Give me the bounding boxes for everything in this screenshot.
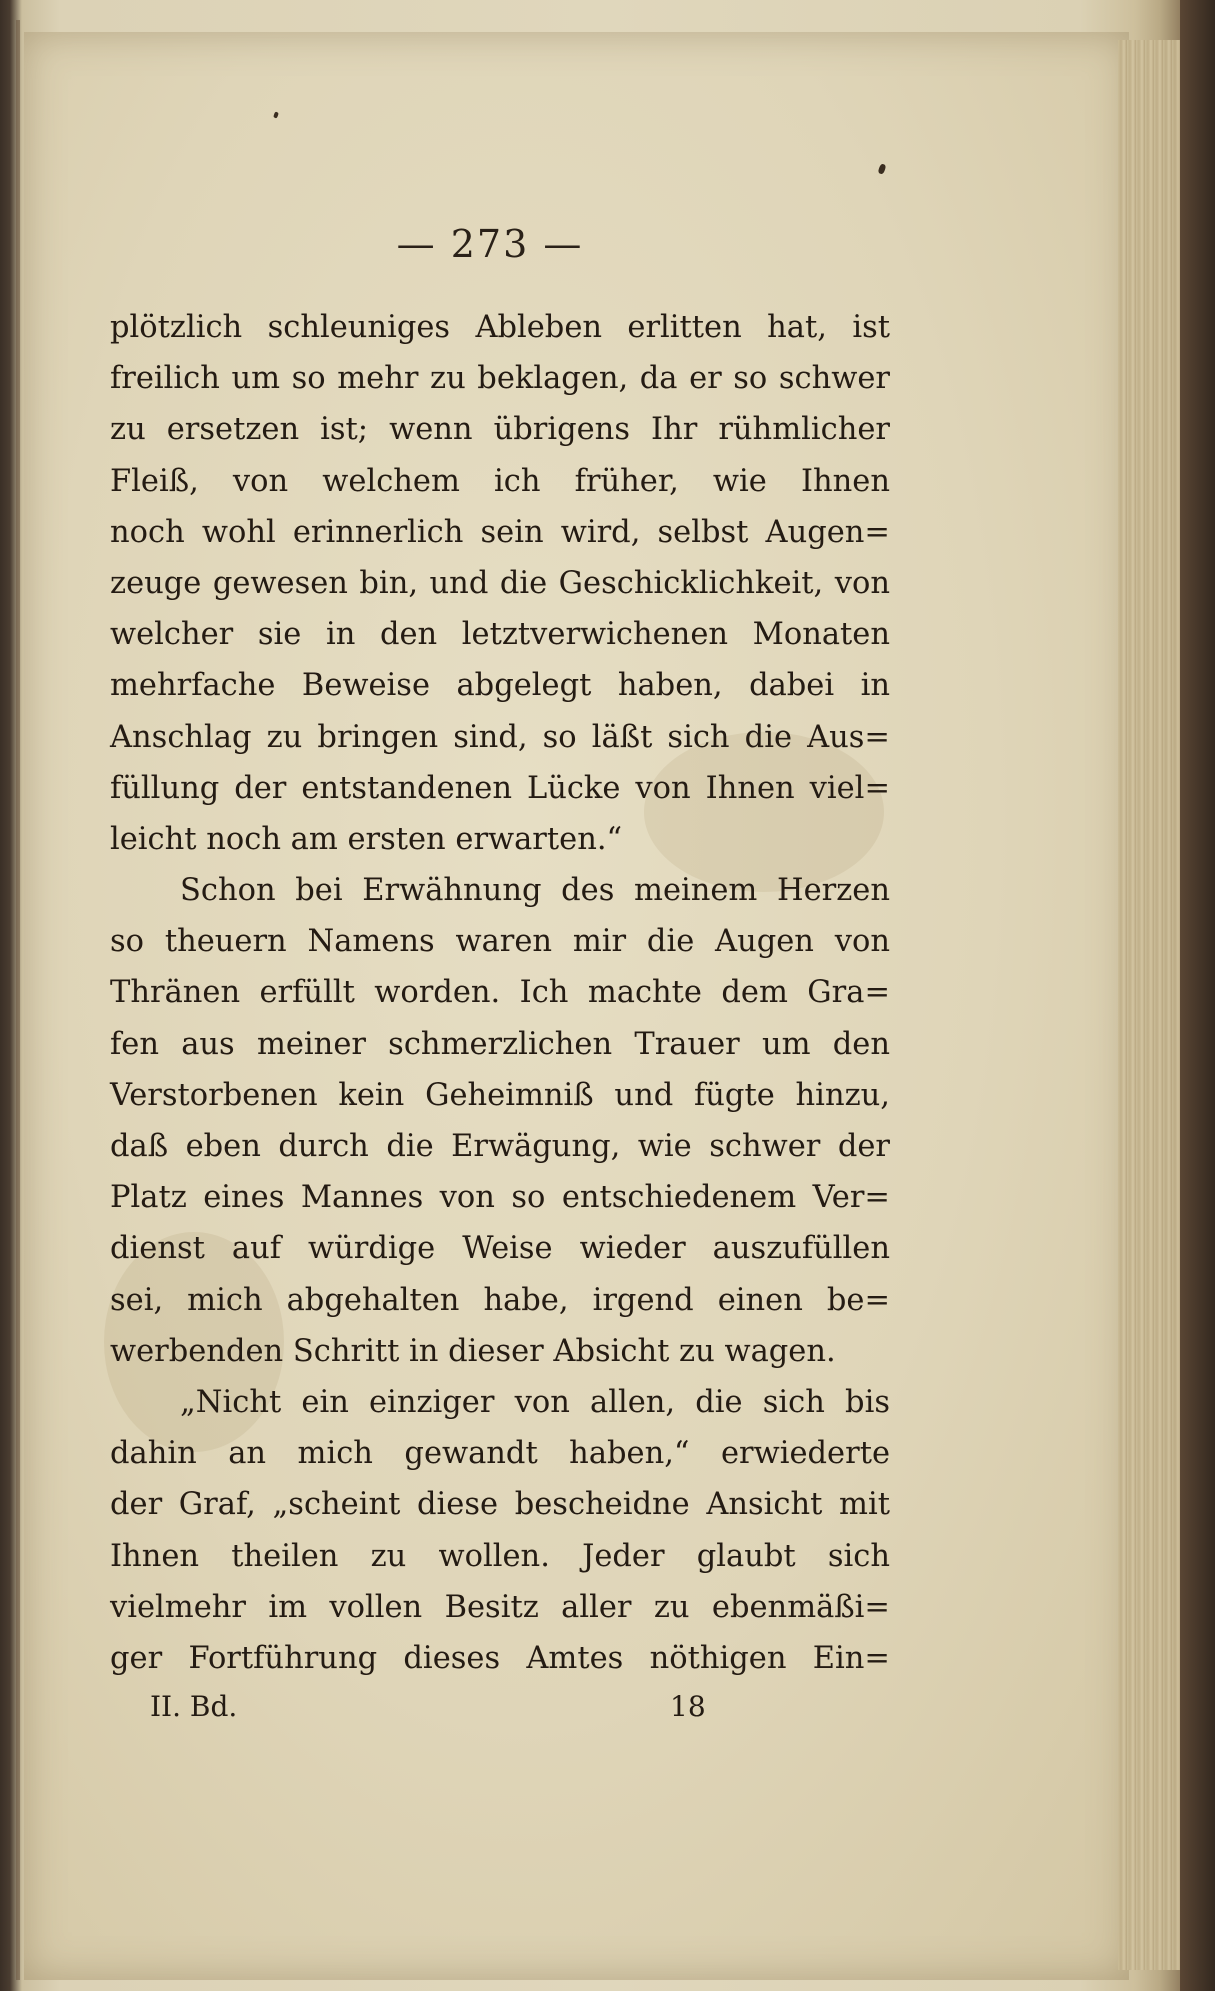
text-line: „Nicht ein einziger von allen, die sich bis bbox=[180, 1384, 890, 1420]
text-line: werbenden Schritt in dieser Absicht zu wagen. bbox=[110, 1333, 836, 1369]
text-line: dienst auf würdige Weise wieder auszufüllen bbox=[110, 1231, 890, 1267]
text-line: sei, mich abgehalten habe, irgend einen be= bbox=[110, 1282, 890, 1318]
text-line: Thränen erfüllt worden. Ich machte dem Gra= bbox=[110, 975, 890, 1011]
text-line: Verstorbenen kein Geheimniß und fügte hinzu, bbox=[110, 1077, 890, 1113]
text-line: zu ersetzen ist; wenn übrigens Ihr rühmlicher bbox=[110, 412, 890, 448]
ink-speck bbox=[877, 163, 886, 174]
text-line: so theuern Namens waren mir die Augen von bbox=[110, 924, 890, 960]
cover-edge bbox=[1180, 0, 1215, 1991]
text-line: daß eben durch die Erwägung, wie schwer der bbox=[110, 1129, 890, 1164]
text-line: leicht noch am ersten erwarten.“ bbox=[110, 821, 623, 857]
text-line: mehrfache Beweise abgelegt haben, dabei in bbox=[110, 668, 890, 704]
text-line: zeuge gewesen bin, und die Geschicklichkeit, von bbox=[110, 565, 890, 601]
signature-mark: II. Bd. bbox=[150, 1690, 238, 1723]
running-header: — 273 — bbox=[396, 222, 584, 266]
page-footer bbox=[150, 1690, 710, 1740]
text-line: welcher sie in den letztverwichenen Monaten bbox=[110, 617, 890, 653]
text-line: fen aus meiner schmerzlichen Trauer um den bbox=[110, 1026, 890, 1062]
text-line: der Graf, „scheint diese bescheidne Ansicht mit bbox=[110, 1487, 890, 1523]
spine-gutter bbox=[16, 20, 20, 1980]
ink-speck bbox=[273, 111, 279, 118]
text-line: füllung der entstandenen Lücke von Ihnen viel= bbox=[110, 770, 890, 806]
text-line: ger Fortführung dieses Amtes nöthigen Ein= bbox=[110, 1640, 890, 1676]
text-line: freilich um so mehr zu beklagen, da er so schwer bbox=[110, 361, 890, 397]
text-line: vielmehr im vollen Besitz aller zu ebenmäßi= bbox=[110, 1589, 890, 1625]
text-line: Platz eines Mannes von so entschiedenem Ver= bbox=[110, 1180, 890, 1216]
text-line: noch wohl erinnerlich sein wird, selbst Augen= bbox=[110, 514, 890, 550]
text-line: Ihnen theilen zu wollen. Jeder glaubt sich bbox=[110, 1538, 890, 1574]
body-text bbox=[110, 302, 890, 1684]
text-line: dahin an mich gewandt haben,“ erwiederte bbox=[110, 1436, 890, 1472]
text-line: Fleiß, von welchem ich früher, wie Ihnen bbox=[110, 463, 890, 499]
page-edges bbox=[1118, 40, 1180, 1970]
text-line: plötzlich schleuniges Ableben erlitten hat, ist bbox=[110, 310, 890, 345]
page-number: 18 bbox=[670, 1690, 706, 1723]
text-line: Anschlag zu bringen sind, so läßt sich die Aus= bbox=[110, 719, 890, 755]
text-line: Schon bei Erwähnung des meinem Herzen bbox=[180, 873, 890, 909]
